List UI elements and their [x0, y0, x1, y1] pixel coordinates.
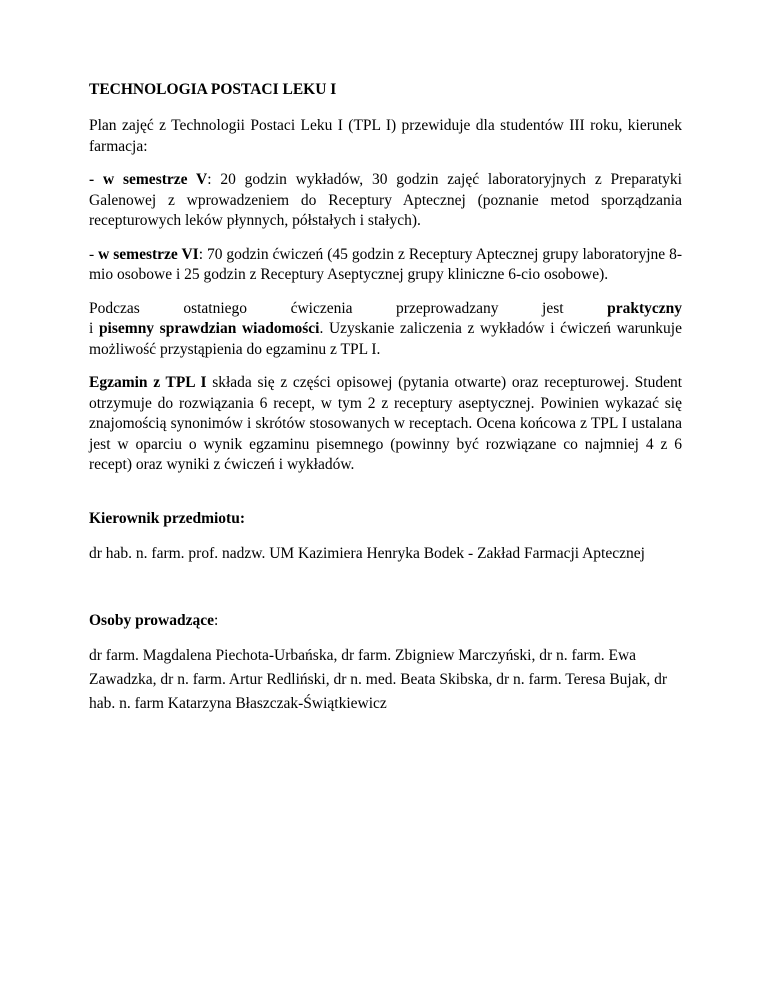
exam-info-paragraph: [89, 299, 682, 361]
exam-info-text-2: . Uzyskanie zaliczenia z wykładów i ćwiczeń warunkuje możliwość przystąpienia do egzaminu z TPL I.: [89, 320, 682, 358]
intro-paragraph: Plan zajęć z Technologii Postaci Leku I (TPL I) przewiduje dla studentów III roku, kierunek farmacja:: [89, 117, 682, 155]
semester-6-text: : 70 godzin ćwiczeń (45 godzin z Receptury Aptecznej grupy laboratoryjne 8-mio osobowe i 25 godzin z Receptury Aseptycznej grupy kliniczne 6-cio osobowe).: [89, 245, 682, 283]
osoby-text: dr farm. Magdalena Piechota-Urbańska, dr farm. Zbigniew Marczyński, dr n. farm. Ewa Zawadzka, dr n. farm. Artur Redliński, dr n. med. Beata Skibska, dr n. farm. Teresa Bujak, dr hab. n. farm Katarzyna Błaszczak-Świątkiewicz: [89, 646, 668, 712]
semester-6-paragraph: [89, 245, 682, 286]
osoby-heading-label: Osoby prowadzące: [89, 611, 215, 629]
osoby-heading: [89, 610, 682, 631]
kierownik-heading: Kierownik przedmiotu:: [89, 509, 245, 527]
osoby-heading-colon: :: [214, 611, 219, 629]
document-page: [89, 79, 682, 716]
exam-info-line-1: [89, 299, 682, 320]
document-title: TECHNOLOGIA POSTACI LEKU I: [89, 81, 337, 98]
exam-info-bold-1: praktyczny: [607, 299, 683, 317]
semester-6-label: w semestrze VI: [98, 245, 199, 263]
exam-info-text-1: Podczas ostatniego ćwiczenia przeprowadzany jest: [89, 299, 564, 317]
egzamin-text: składa się z części opisowej (pytania otwarte) oraz recepturowej. Student otrzymuje do rozwiązania 6 recept, w tym 2 z receptury aseptycznej. Powinien wykazać się znajomością synonimów i skrótów stosowanych w receptach. Ocena końcowa z TPL I ustalana jest w oparciu o wynik egzaminu pisemnego (powinny być rozwiązane co najmniej 4 z 6 recept) oraz wyniki z ćwiczeń i wykładów.: [89, 374, 683, 473]
kierownik-text: dr hab. n. farm. prof. nadzw. UM Kazimiera Henryka Bodek - Zakład Farmacji Aptecznej: [89, 544, 645, 562]
egzamin-paragraph: [89, 373, 682, 476]
semester-6-prefix: -: [89, 245, 99, 263]
egzamin-label: Egzamin z TPL I: [89, 374, 207, 391]
semester-5-text: : 20 godzin wykładów, 30 godzin zajęć laboratoryjnych z Preparatyki Galenowej z wprowadzeniem do Receptury Aptecznej (poznanie metod sporządzania recepturowych leków płynnych, półstałych i stałych).: [89, 171, 682, 229]
exam-info-bold-2: pisemny sprawdzian wiadomości: [98, 320, 320, 337]
semester-5-label: - w semestrze V: [89, 171, 208, 188]
semester-5-paragraph: [89, 170, 682, 232]
exam-info-pre-2: i: [89, 320, 94, 337]
